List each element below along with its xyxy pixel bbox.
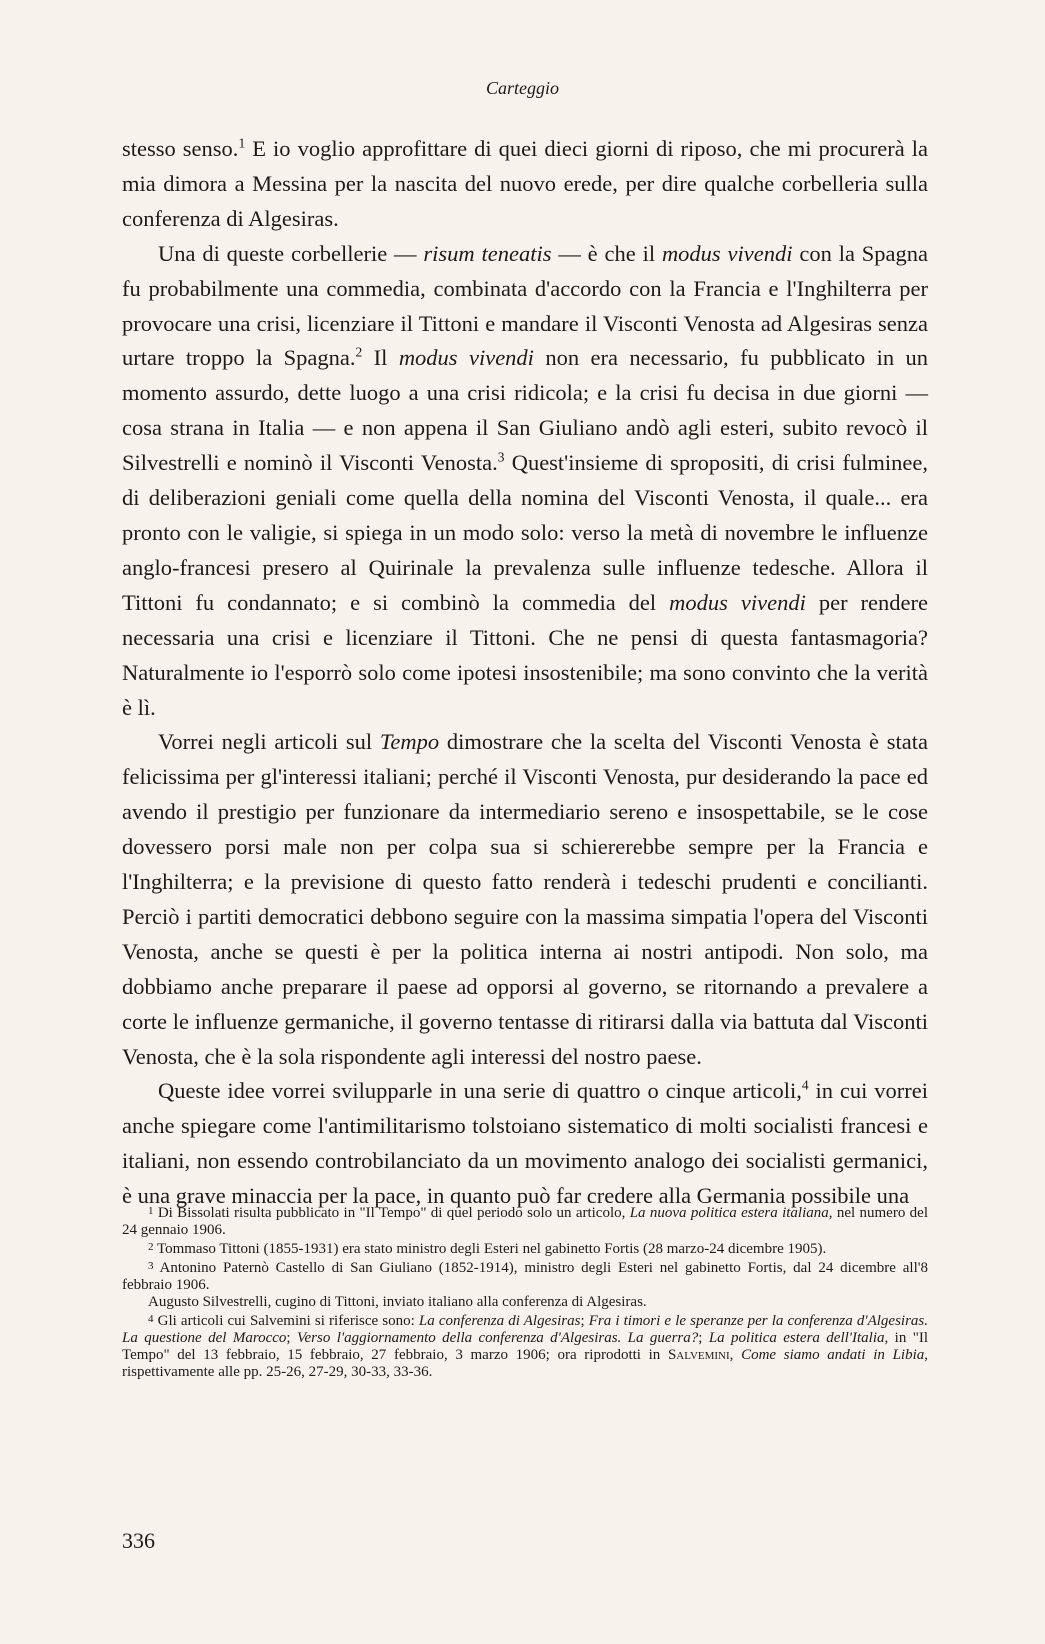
footnote-ref-3: 3 — [497, 449, 505, 465]
footnote-ref-4: 4 — [801, 1077, 809, 1093]
footnote-1: $^1$ Di Bissolati risulta pubblicato in "Il Tempo" di quel periodo solo un articolo, La nuova politica estera italiana, nel numero del 24 gennaio 1906. — [122, 1205, 928, 1238]
body-text — [122, 132, 928, 1214]
footnote-ref-2: 2 — [355, 344, 363, 360]
footnote-ref-1: 1 — [238, 135, 246, 151]
footnote-4: $^4$ Gli articoli cui Salvemini si riferisce sono: La conferenza di Algesiras; Fra i timori e le speranze per la conferenza d'Algesiras. La questione del Marocco; Verso l'aggiornamento della conferenza d'Algesiras. La guerra?; La politica estera dell'Italia, in "Il Tempo" del 13 febbraio, 15 febbraio, 27 febbraio, 3 marzo 1906; ora riprodotti in Salvemini, Come siamo andati in Libia, rispettivamente alle pp. 25-26, 27-29, 30-33, 33-36. — [122, 1313, 929, 1380]
page-number: 336 — [122, 1528, 155, 1553]
footnote-3: $^3$ Antonino Paternò Castello di San Giuliano (1852-1914), ministro degli Esteri nel gabinetto Fortis, dal 24 dicembre all'8 febbraio 1906. — [122, 1260, 928, 1293]
paragraph-1: stesso senso.$^1$ E io voglio approfittare di quei dieci giorni di riposo, che mi procurerà la mia dimora a Messina per la nascita del nuovo erede, per dire qualche corbelleria sulla conferenza di Algesiras. — [122, 135, 928, 231]
footnotes — [122, 1203, 928, 1381]
footnote-2: $^2$ Tommaso Tittoni (1855-1931) era stato ministro degli Esteri nel gabinetto Fortis (28 marzo-24 dicembre 1905). — [148, 1241, 827, 1257]
paragraph-4: Queste idee vorrei svilupparle in una serie di quattro o cinque articoli,$^4$ in cui vorrei anche spiegare come l'antimilitarismo tolstoiano sistematico di molti socialisti francesi e italiani, non essendo controbilanciato da un movimento analogo dei socialisti germanici, è una grave minaccia per la pace, in quanto può far credere alla Germania possibile una — [122, 1077, 928, 1209]
running-head: Carteggio — [485, 78, 559, 98]
paragraph-3: Vorrei negli articoli sul Tempo dimostrare che la scelta del Visconti Venosta è stata felicissima per gl'interessi italiani; perché il Visconti Venosta, pur desiderando la pace ed avendo il prestigio per funzionare da intermediario sereno e insospettabile, se le cose dovessero porsi male non per colpa sua si schiererebbe sempre per la Francia e l'Inghilterra; e la previsione di questo fatto renderà i tedeschi prudenti e concilianti. Perciò i partiti democratici debbono seguire con la massima simpatia l'opera del Visconti Venosta, anche se questi è per la politica interna ai nostri antipodi. Non solo, ma dobbiamo anche preparare il paese ad opporsi al governo, se ritornando a prevalere a corte le influenze germaniche, il governo tentasse di ritirarsi dalla via battuta dal Visconti Venosta, che è la sola rispondente agli interessi del nostro paese. — [122, 729, 929, 1069]
footnote-3-continuation: Augusto Silvestrelli, cugino di Tittoni, inviato italiano alla conferenza di Algesiras. — [148, 1294, 647, 1310]
paragraph-2: Una di queste corbellerie — risum teneatis — è che il modus vivendi con la Spagna fu probabilmente una commedia, combinata d'accordo con la Francia e l'Inghilterra per provocare una crisi, licenziare il Tittoni e mandare il Visconti Venosta ad Algesiras senza urtare troppo la Spagna.$^2$ Il modus vivendi non era necessario, fu pubblicato in un momento assurdo, dette luogo a una crisi ridicola; e la crisi fu decisa in due giorni — cosa strana in Italia — e non appena il San Giuliano andò agli esteri, subito revocò il Silvestrelli e nominò il Visconti Venosta.$^3$ Quest'insieme di spropositi, di crisi fulminee, di deliberazioni geniali come quella della nomina del Visconti Venosta, il quale... era pronto con le valigie, si spiega in un modo solo: verso la metà di novembre le influenze anglo-francesi presero al Quirinale la prevalenza sulle influenze tedesche. Allora il Tittoni fu condannato; e si combinò la commedia del modus vivendi per rendere necessaria una crisi e licenziare il Tittoni. Che ne pensi di questa fantasmagoria? Naturalmente io l'esporrò solo come ipotesi insostenibile; ma sono convinto che la verità è lì. — [122, 240, 929, 720]
